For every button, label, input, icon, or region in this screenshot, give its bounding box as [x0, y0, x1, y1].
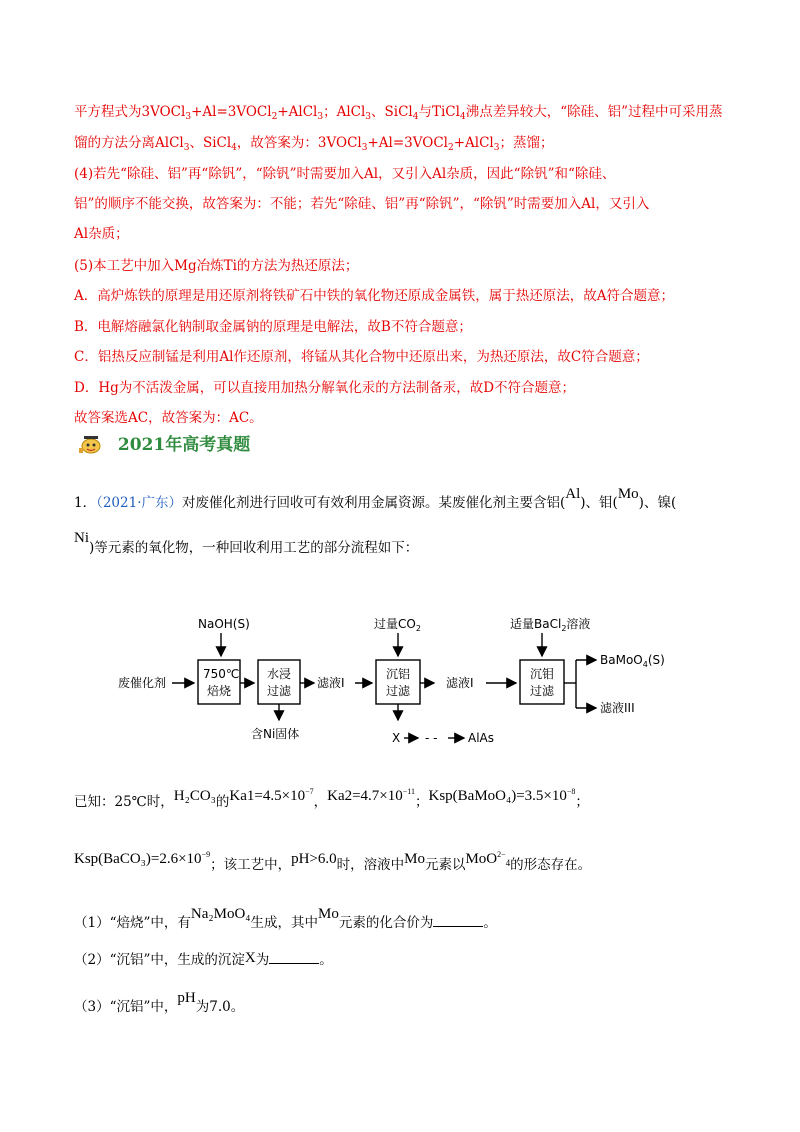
answer-blank-1[interactable] — [433, 914, 483, 927]
box-precip-al-line2: 过滤 — [386, 684, 411, 698]
section-heading — [78, 430, 250, 455]
reagent-co2: 过量$CO_2$ — [374, 617, 421, 633]
precipitate-x-label: X — [392, 731, 401, 745]
reagent-bacl2: 适量BaCl$_2$溶液 — [510, 617, 591, 633]
answer-line-1: 平方程式为3VOCl$_3$+Al=3VOCl$_2$+AlCl$_3$；AlCl$_3$、SiCl$_4$与TiCl$_4$沸点差异较大，“除硅、铝”过程中可采用蒸 — [74, 104, 723, 122]
filtrate1-label: 滤液I — [317, 676, 345, 690]
answer-line-7: A．高炉炼铁的原理是用还原剂将铁矿石中铁的氧化物还原成金属铁，属于热还原法，故A符合题意； — [74, 288, 674, 304]
box-leach-line2: 过滤 — [267, 684, 292, 698]
answer-line-3: (4)若先“除硅、铝”再“除钒”，“除钒”时需要加入Al，又引入Al杂质，因此“除钒”和“除硅、 — [74, 166, 616, 182]
filtrate3-label: 滤液III — [600, 701, 635, 715]
reagent-naoh: NaOH(S) — [198, 617, 250, 631]
answer-line-10: D．Hg为不活泼金属，可以直接用加热分解氧化汞的方法制备汞，故D不符合题意； — [74, 380, 576, 396]
box-leach-line1: 水浸 — [267, 667, 292, 681]
answer-line-9: C．铝热反应制锰是利用Al作还原剂，将锰从其化合物中还原出来，为热还原法，故C符合题意； — [74, 349, 649, 365]
process-flow-diagram — [118, 612, 718, 772]
answer-line-4: 铝”的顺序不能交换，故答案为：不能；若先“除硅、铝”再“除钒”，“除钒”时需要加入Al，又引入 — [74, 196, 650, 212]
answer-line-11: 故答案选AC，故答案为：AC。 — [74, 410, 263, 426]
question-line-2: Ni)等元素的氧化物，一种回收利用工艺的部分流程如下： — [74, 530, 419, 556]
feed-label: 废催化剂 — [118, 676, 167, 690]
answer-line-6: (5)本工艺中加入Mg冶炼Ti的方法为热还原法； — [74, 258, 359, 274]
dashes-label: - - — [425, 731, 438, 745]
filtrate2-label: 滤液I — [446, 676, 474, 690]
ni-solid-label: 含Ni固体 — [251, 727, 300, 741]
box-roast-line1: 750℃ — [203, 667, 240, 681]
box-precip-mo-line1: 沉钼 — [530, 667, 555, 681]
answer-blank-2[interactable] — [269, 951, 319, 964]
question-line-1: 1．（2021·广东）对废催化剂进行回收可有效利用金属资源。某废催化剂主要含铝(Al)、钼(Mo)、镍( — [74, 486, 677, 511]
box-precip-mo-line2: 过滤 — [530, 684, 555, 698]
subquestion-2: （2）“沉铝”中，生成的沉淀X为 。 — [74, 950, 333, 968]
known-line-1: 已知：25℃时，H₂CO₃的$Ka1=4.5\times 10^{-7}$，$Ka2=4.7\times 10^{-11}$；$Ksp(BaMoO_4)=3.5\times 10^{-8}$； — [74, 787, 589, 810]
answer-line-8: B．电解熔融氯化钠制取金属钠的原理是电解法，故B不符合题意； — [74, 319, 472, 335]
question-source: （2021·广东） — [96, 495, 182, 511]
subquestion-3: （3）“沉铝”中，pH为7.0。 — [74, 990, 245, 1015]
answer-line-2: 馏的方法分离AlCl$_3$、SiCl$_4$，故答案为：3VOCl$_3$+Al=3VOCl$_2$+AlCl$_3$；蒸馏； — [74, 135, 554, 153]
subquestion-1: （1）“焙烧”中，有Na₂MoO₄生成，其中Mo元素的化合价为 。 — [74, 906, 497, 931]
answer-line-5: Al杂质； — [74, 226, 129, 242]
scholar-mascot-icon — [78, 434, 104, 454]
known-line-2: $Ksp(BaCO_3)=2.6\times 10^{-9}$；该工艺中，pH>6.0时，溶液中Mo元素以MoO$^{2-}_4$的形态存在。 — [74, 850, 592, 873]
alas-label: AlAs — [468, 731, 495, 745]
box-precip-al-line1: 沉铝 — [386, 667, 411, 681]
box-roast-line2: 焙烧 — [207, 684, 232, 698]
bamoo4-label: BaMoO$_4$(S) — [600, 653, 665, 669]
section-title: 2021年高考真题 — [117, 435, 251, 455]
